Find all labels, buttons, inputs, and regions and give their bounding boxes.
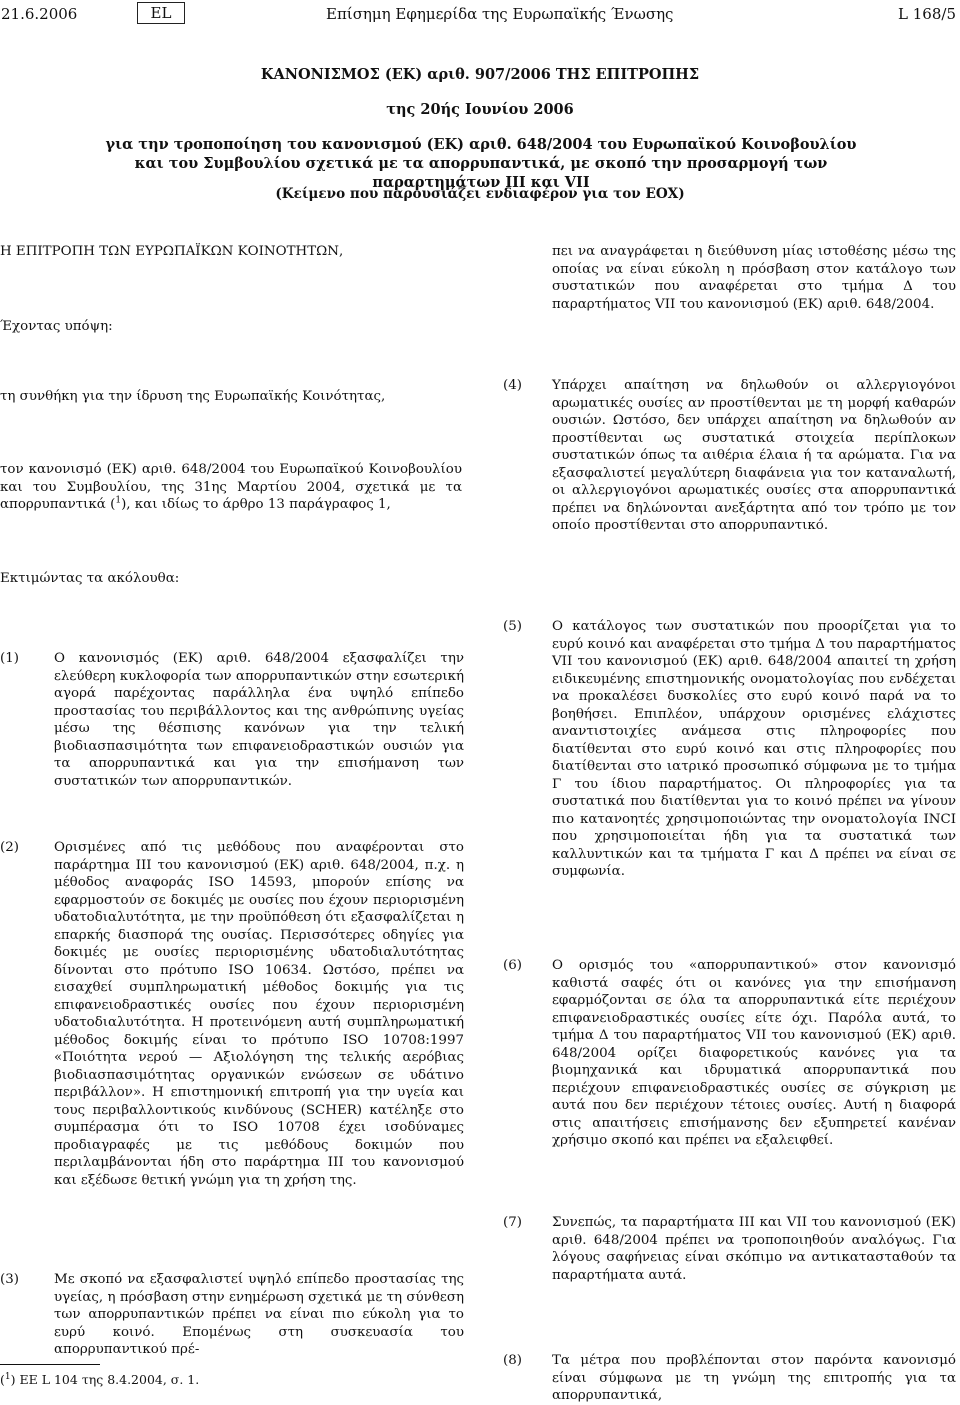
recital-4: Υπάρχει απαίτηση να δηλωθούν οι αλλεργιογόνοι αρωματικές ουσίες αν προστίθενται με τη μορφή καθαρών ουσιών. Ωστόσο, δεν υπάρχει απαίτηση να δηλωθούν αν προστίθενται ως συστατικά στοιχεία περίπλοκων συστατικών όπως τα αιθέρια έλαια ή τα αρώματα. Για να εξασφαλιστεί μεγαλύτερη διαφάνεια για τον καταναλωτή, οι αλλεργιογόνοι αρωματικές ουσίες στα απορρυπαντικά πρέπει να δηλώνονται ανεξάρτητα από τον τρόπο με τον οποίο προστίθενται στο απορρυπαντικό. (552, 378, 956, 533)
recital-number: (7) (503, 1215, 522, 1230)
page-number: L 168/5 (898, 5, 956, 23)
recital-3: Με σκοπό να εξασφαλιστεί υψηλό επίπεδο προστασίας της υγείας, η πρόσβαση στην ενημέρωση σχετικά με τη σύνθεση των απορρυπαντικών πρέπει να είναι πιο εύκολη για το ευρύ κοινό. Επομένως στη συσκευασία του απορρυπαντικού πρέ- (54, 1272, 464, 1357)
eea-relevance-note: (Κείμενο που παρουσιάζει ενδιαφέρον για τον ΕΟΧ) (275, 186, 685, 202)
journal-header (0, 4, 960, 24)
regulation-subject: για την τροποποίηση του κανονισμού (ΕΚ) αριθ. 648/2004 του Ευρωπαϊκού Κοινοβουλίου και του Συμβουλίου σχετικά με τα απορρυπαντικά, με σκοπό την προσαρμογή των παραρτημάτων III και VII (105, 136, 857, 191)
recital-number: (2) (0, 840, 19, 855)
recital-1: Ο κανονισμός (ΕΚ) αριθ. 648/2004 εξασφαλίζει την ελεύθερη κυκλοφορία των απορρυπαντικών στην εσωτερική αγορά παρέχοντας παράλληλα ένα υψηλό επίπεδο προστασίας του περιβάλλοντος και της ανθρώπινης υγείας μέσω της θέσπισης κανόνων για την τελική βιοδιασπασιμότητα των επιφανειοδραστικών ουσιών για τα απορρυπαντικά και για την επισήμανση των συστατικών των απορρυπαντικών. (54, 651, 464, 789)
regulation-reference: τον κανονισμό (ΕΚ) αριθ. 648/2004 του Ευρωπαϊκού Κοινοβουλίου και του Συμβουλίου, της 31ης Μαρτίου 2004, σχετικά με τα απορρυπαντικά ($^1$), και ιδίως το άρθρο 13 παράγραφος 1, (0, 462, 462, 512)
recital-6: Ο ορισμός του «απορρυπαντικού» στον κανονισμό καθιστά σαφές ότι οι κανόνες για την επισήμανση εφαρμόζονται σε όλα τα απορρυπαντικά είτε περιέχουν επιφανειοδραστικές ουσίες είτε όχι. Παρόλα αυτά, το τμήμα Δ του παραρτήματος VII του κανονισμού (ΕΚ) αριθ. 648/2004 ορίζει διαφορετικούς κανόνες για τα βιομηχανικά και ιδρυματικά απορρυπαντικά που περιέχουν επιφανειοδραστικές ουσίες σε σύγκριση με αυτά που δεν περιέχουν τέτοιες ουσίες. Αυτή η διαφορά στις απαιτήσεις επισήμανσης δεν εξυπηρετεί κανέναν χρήσιμο σκοπό και πρέπει να εξαλειφθεί. (552, 958, 956, 1148)
footnote-text: ΕΕ L 104 της 8.4.2004, σ. 1. (19, 1372, 200, 1387)
footnote-mark: 1 (4, 1371, 11, 1382)
footnote-marker[interactable]: 1 (115, 495, 122, 506)
journal-title: Επίσημη Εφημερίδα της Ευρωπαϊκής Ένωσης (326, 5, 674, 23)
header-date: 21.6.2006 (1, 5, 78, 23)
whereas-heading: Εκτιμώντας τα ακόλουθα: (0, 571, 180, 586)
recital-number: (3) (0, 1272, 19, 1287)
language-badge: EL (137, 2, 185, 24)
footnote: ($^1$) ΕΕ L 104 της 8.4.2004, σ. 1. (0, 1371, 200, 1387)
recital-number: (5) (503, 619, 522, 634)
recital-8: Τα μέτρα που προβλέπονται στον παρόντα κανονισμό είναι σύμφωνα με τη γνώμη της επιτροπής για τα απορρυπαντικά, (552, 1353, 956, 1403)
treaty-reference: τη συνθήκη για την ίδρυση της Ευρωπαϊκής Κοινότητας, (0, 389, 386, 404)
recital-2: Ορισμένες από τις μεθόδους που αναφέρονται στο παράρτημα III του κανονισμού (ΕΚ) αριθ. 648/2004, π.χ. η μέθοδος αναφοράς ISO 14593, μπορούν επίσης να εφαρμοστούν σε δοκιμές με ουσίες που έχουν περιορισμένη υδατοδιαλυτότητα, με την προϋπόθεση ότι εξασφαλίζεται η επαρκής διασπορά της ουσίας. Περισσότερες οδηγίες για δοκιμές με ουσίες περιορισμένης υδατοδιαλυτότητας δίνονται στο πρότυπο ISO 10634. Ωστόσο, πρέπει να εισαχθεί συμπληρωματική μέθοδος δοκιμής για τις επιφανειοδραστικές ουσίες που έχουν περιορισμένη υδατοδιαλυτότητα. Η προτεινόμενη αυτή συμπληρωματική μέθοδος δοκιμής είναι το πρότυπο ISO 10708:1997 «Ποιότητα νερού — Αξιολόγηση της τελικής αερόβιας βιοδιασπασιμότητας οργανικών ενώσεων σε υδάτινο περιβάλλον». Η επιστημονική επιτροπή για την υγεία και τους περιβαλλοντικούς κινδύνους (SCHER) κατέληξε στο συμπέρασμα ότι το ISO 10708 έχει ισοδύναμες προδιαγραφές με τις μεθόδους δοκιμών που περιλαμβάνονται ήδη στο παράρτημα III του κανονισμού και εξέδωσε θετική γνώμη για τη χρήση της. (54, 840, 464, 1188)
recital-3-continued: πει να αναγράφεται η διεύθυνση μίας ιστοθέσης μέσω της οποίας να είναι εύκολη η πρόσβαση στον κατάλογο των συστατικών που αναφέρεται στο τμήμα Δ του παραρτήματος VII του κανονισμού (ΕΚ) αριθ. 648/2004. (552, 244, 956, 312)
regulation-title: ΚΑΝΟΝΙΣΜΟΣ (ΕΚ) αριθ. 907/2006 ΤΗΣ ΕΠΙΤΡΟΠΗΣ (260, 66, 700, 83)
recital-5: Ο κατάλογος των συστατικών που προορίζεται για το ευρύ κοινό και αναφέρεται στο τμήμα Δ του παραρτήματος VII του κανονισμού (ΕΚ) αριθ. 648/2004 απαιτεί τη χρήση ειδικευμένης επιστημονικής ονοματολογίας που ενδέχεται να προκαλέσει δυσκολίες στο ευρύ κοινό παρά να το βοηθήσει. Επιπλέον, υπάρχουν ορισμένες ελάχιστες αναντιστοιχίες ανάμεσα στις πληροφορίες που διατίθενται στο ευρύ κοινό και στις πληροφορίες που διατίθενται στο ιατρικό προσωπικό σύμφωνα με το τμήμα Γ του ίδιου παραρτήματος. Οι πληροφορίες για τα συστατικά που διατίθενται για το κοινό πρέπει να γίνουν πιο κατανοητές χρησιμοποιώντας την ονοματολογία INCI που χρησιμοποιείται ήδη για τα συστατικά των καλλυντικών και τα τμήματα Γ και Δ πρέπει να είναι σε συμφωνία. (552, 619, 956, 879)
recital-number: (1) (0, 651, 19, 666)
recital-7: Συνεπώς, τα παραρτήματα III και VII του κανονισμού (ΕΚ) αριθ. 648/2004 πρέπει να τροποποιηθούν αναλόγως. Για λόγους σαφήνειας είναι σκόπιμο να αντικατασταθούν τα παραρτήματα αυτά. (552, 1215, 956, 1283)
recital-number: (6) (503, 958, 522, 973)
commission-heading: Η ΕΠΙΤΡΟΠΗ ΤΩΝ ΕΥΡΩΠΑΪΚΩΝ ΚΟΙΝΟΤΗΤΩΝ, (0, 244, 344, 259)
footnote-separator (0, 1364, 100, 1365)
recital-number: (4) (503, 378, 522, 393)
regulation-date: της 20ής Ιουνίου 2006 (386, 101, 574, 118)
recital-number: (8) (503, 1353, 522, 1368)
having-regard: Έχοντας υπόψη: (0, 319, 113, 334)
